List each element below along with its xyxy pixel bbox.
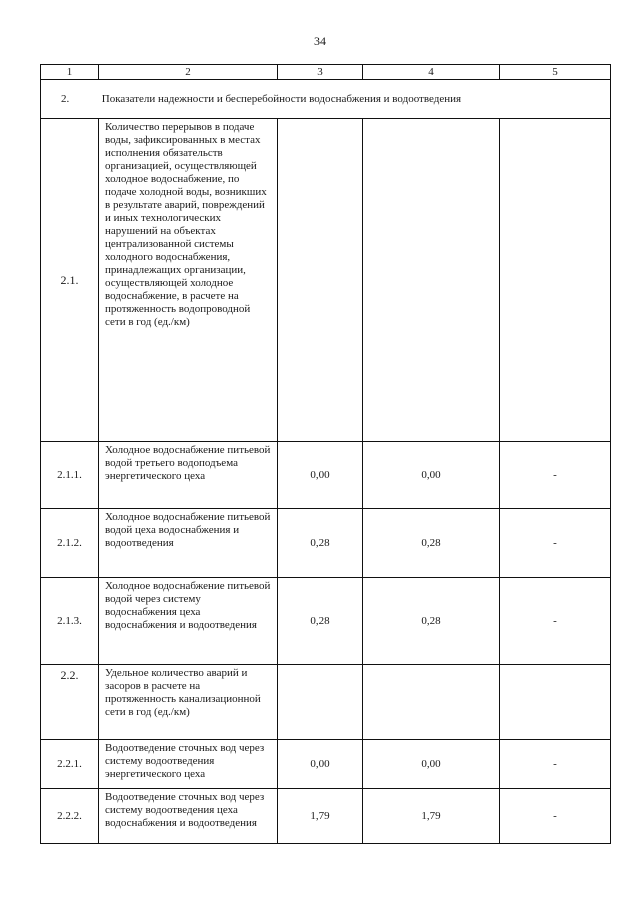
row-value-col5: - [500,740,611,789]
column-header-2: 2 [99,65,278,80]
table-row [41,442,611,509]
column-header-3: 3 [278,65,363,80]
table-row [41,119,611,442]
row-number: 2.2.1. [41,740,99,789]
row-value-col5: - [500,442,611,509]
indicators-table [40,64,611,844]
row-description: Водоотведение сточных вод через систему водоотведения цеха водоснабжения и водоотведения [99,789,278,844]
row-number: 2.1.1. [41,442,99,509]
page-number: 34 [314,34,326,48]
row-description: Холодное водоснабжение питьевой водой третьего водоподъема энергетического цеха [99,442,278,509]
row-value-col4 [363,119,500,442]
column-header-1: 1 [41,65,99,80]
table-row [41,578,611,665]
section-number: 2. [61,92,70,105]
row-value-col5 [500,119,611,442]
row-value-col5: - [500,509,611,578]
row-value-col4: 0,28 [363,509,500,578]
row-value-col5 [500,665,611,740]
row-value-col4: 0,28 [363,578,500,665]
row-number: 2.2. [41,665,99,740]
section-heading [41,80,611,119]
row-value-col4 [363,665,500,740]
column-header-5: 5 [500,65,611,80]
table-row [41,789,611,844]
row-value-col5: - [500,789,611,844]
row-value-col4: 0,00 [363,442,500,509]
row-value-col4: 0,00 [363,740,500,789]
column-header-row [41,65,611,80]
row-value-col3: 0,00 [278,740,363,789]
table-row [41,740,611,789]
row-number: 2.2.2. [41,789,99,844]
row-description: Удельное количество аварий и засоров в расчете на протяженность канализационной сети в год (ед./км) [99,665,278,740]
row-number: 2.1.2. [41,509,99,578]
column-header-4: 4 [363,65,500,80]
row-description: Водоотведение сточных вод через систему водоотведения энергетического цеха [99,740,278,789]
row-number: 2.1. [41,119,99,442]
table-row [41,665,611,740]
row-description: Количество перерывов в подаче воды, зафиксированных в местах исполнения обязательств организацией, осуществляющей холодное водоснабжение, по подаче холодной воды, возникших в результате аварий, повреждений и иных технологических нарушений на объектах централизованной системы холодного водоснабжения, принадлежащих организации, осуществляющей холодное водоснабжение, в расчете на протяженность водопроводной сети в год (ед./км) [99,119,278,442]
row-description: Холодное водоснабжение питьевой водой цеха водоснабжения и водоотведения [99,509,278,578]
section-title: Показатели надежности и бесперебойности водоснабжения и водоотведения [101,92,462,105]
row-value-col3 [278,665,363,740]
row-value-col4: 1,79 [363,789,500,844]
row-value-col3 [278,119,363,442]
row-value-col3: 1,79 [278,789,363,844]
row-value-col5: - [500,578,611,665]
table-row [41,509,611,578]
row-description: Холодное водоснабжение питьевой водой через систему водоснабжения цеха водоснабжения и водоотведения [99,578,278,665]
row-value-col3: 0,28 [278,509,363,578]
section-row [41,80,611,119]
row-number: 2.1.3. [41,578,99,665]
row-value-col3: 0,00 [278,442,363,509]
row-value-col3: 0,28 [278,578,363,665]
